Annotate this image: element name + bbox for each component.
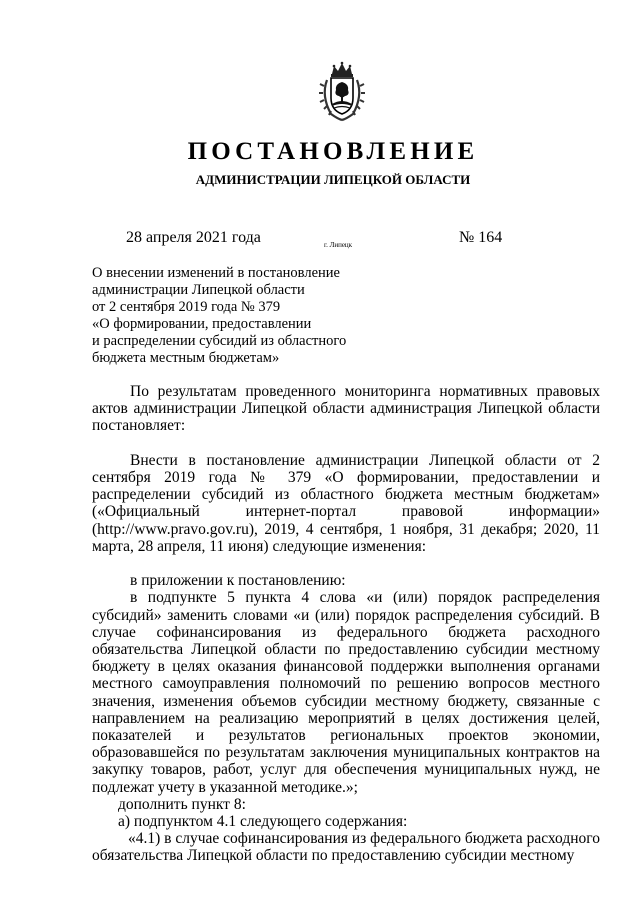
document-body xyxy=(92,383,600,865)
body-paragraph-amendment: Внести в постановление администрации Липецкой области от 2 сентября 2019 года № 379 «О формировании, предоставлении и распределении субсидий из областного бюджета местным бюджетам» («Официальный интернет-портал правовой информации» (http://www.pravo.gov.ru), 2019, 4 сентября, 1 ноября, 31 декабря; 2020, 11 марта, 28 апреля, 11 июня) следующие изменения: xyxy=(92,451,600,555)
subject-line: от 2 сентября 2019 года № 379 xyxy=(92,299,281,315)
body-paragraph-subclause-4-1-text: «4.1) в случае софинансирования из федерального бюджета расходного обязательства Липецкой области по предоставлению субсидии местному xyxy=(92,830,600,865)
subject-line: и распределении субсидий из областного xyxy=(92,333,347,349)
subject-line: бюджета местным бюджетам» xyxy=(92,350,280,366)
document-number: № 164 xyxy=(459,229,503,246)
body-paragraph-appendix: в приложении к постановлению: xyxy=(130,572,346,590)
document-title: ПОСТАНОВЛЕНИЕ xyxy=(187,138,479,165)
lipetsk-coat-of-arms-emblem xyxy=(318,60,366,122)
document-city: г. Липецк xyxy=(324,241,353,249)
subject-line: О внесении изменений в постановление xyxy=(92,265,340,281)
body-paragraph-subclause-5: в подпункте 5 пункта 4 слова «и (или) порядок распределения субсидий» заменить словами «и (или) порядок распределения субсидий. В случае софинансирования из федерального бюджета расходного обязательства Липецкой области по предоставлению субсидии местному бюджету в целях оказания финансовой поддержки выполнения органами местного самоуправления полномочий по решению вопросов местного значения, изменения объемов субсидии местному бюджету, связанные с направлением на реализацию мероприятий в целях достижения целей, показателей и результатов региональных проектов экономии, образовавшейся по результатам заключения муниципальных контрактов на закупку товаров, работ, услуг для обеспечения муниципальных нужд, не подлежат учету в указанной методике.»; xyxy=(92,589,600,796)
document-subject xyxy=(92,265,382,367)
body-paragraph-clause-8: дополнить пункт 8: xyxy=(118,795,246,813)
subject-line: «О формировании, предоставлении xyxy=(92,316,312,332)
document-date: 28 апреля 2021 года xyxy=(126,229,261,246)
body-paragraph-subclause-4-1: а) подпунктом 4.1 следующего содержания: xyxy=(118,813,408,831)
subject-line: администрации Липецкой области xyxy=(92,282,305,298)
issuing-authority: АДМИНИСТРАЦИИ ЛИПЕЦКОЙ ОБЛАСТИ xyxy=(195,172,471,187)
body-paragraph-preamble: По результатам проведенного мониторинга нормативных правовых актов администрации Липецкой области администрация Липецкой области постановляет: xyxy=(92,383,600,435)
